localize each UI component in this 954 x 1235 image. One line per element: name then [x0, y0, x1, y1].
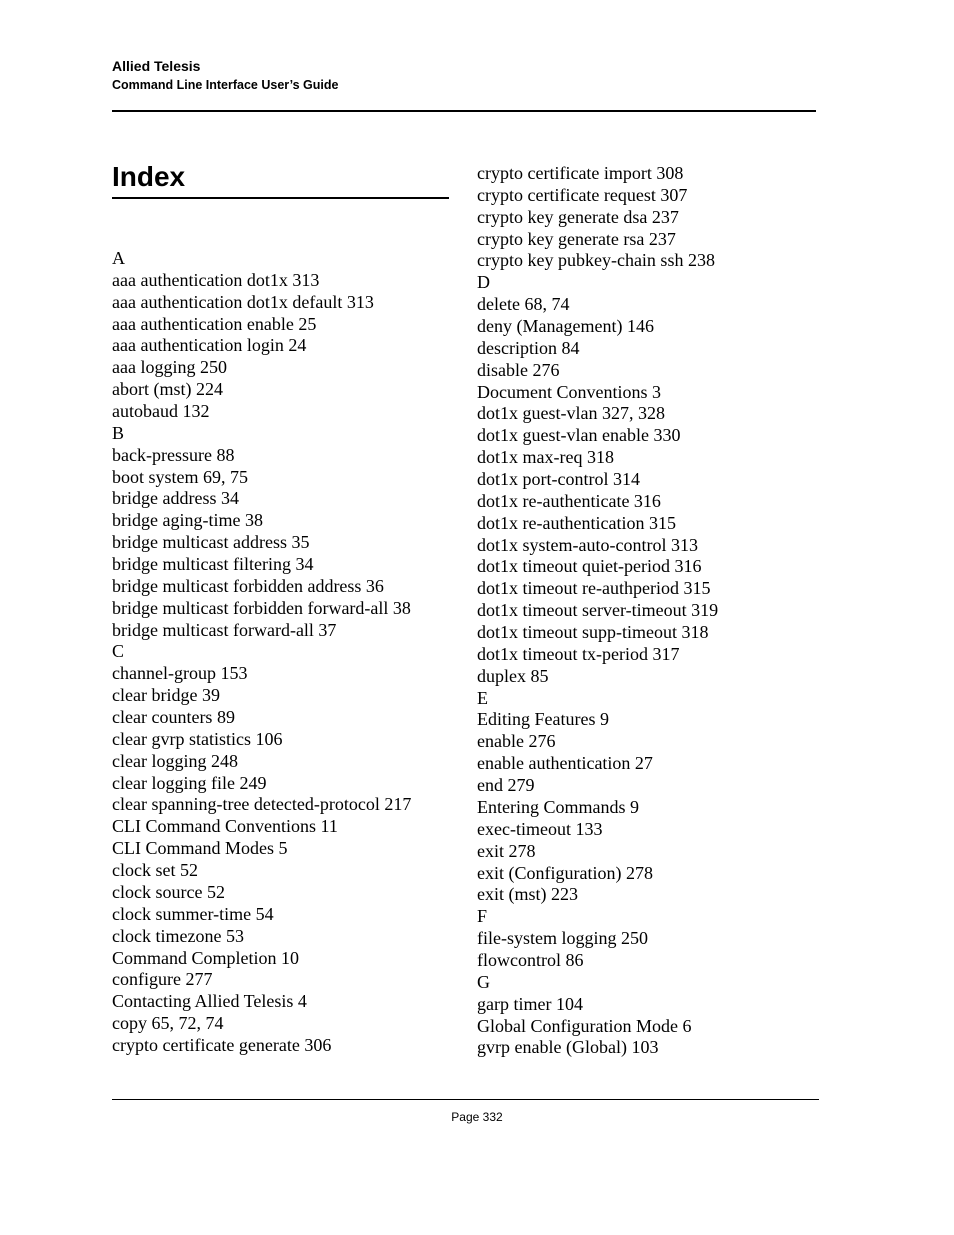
index-entry: channel-group 153: [112, 663, 248, 684]
index-entry: aaa authentication dot1x 313: [112, 269, 320, 290]
index-entry: deny (Management) 146: [477, 316, 654, 337]
index-entry: exit (mst) 223: [477, 884, 578, 905]
index-entry: clear spanning-tree detected-protocol 217: [112, 794, 412, 815]
index-entry: dot1x port-control 314: [477, 469, 640, 490]
title-divider: [112, 197, 449, 199]
index-section-letter: F: [477, 906, 488, 927]
index-entry: description 84: [477, 337, 580, 358]
index-entry: dot1x timeout quiet-period 316: [477, 556, 702, 577]
footer-divider: [112, 1099, 819, 1100]
index-entry: clear logging file 249: [112, 772, 267, 793]
index-entry: aaa authentication dot1x default 313: [112, 291, 374, 312]
index-entry: clock source 52: [112, 881, 225, 902]
index-entry: bridge address 34: [112, 488, 239, 509]
index-entry: dot1x timeout server-timeout 319: [477, 600, 719, 621]
index-entry: crypto certificate import 308: [477, 163, 684, 183]
index-section-letter: A: [112, 248, 125, 268]
index-entry: dot1x re-authenticate 316: [477, 490, 661, 511]
guide-title: Command Line Interface User’s Guide: [112, 78, 339, 92]
index-column-left: [112, 248, 411, 1057]
index-entry: dot1x guest-vlan 327, 328: [477, 403, 665, 424]
index-entry: dot1x guest-vlan enable 330: [477, 425, 681, 446]
index-entry: CLI Command Conventions 11: [112, 816, 338, 837]
page-number: Page 332: [451, 1110, 503, 1124]
index-entry: clear logging 248: [112, 750, 238, 771]
index-entry: exit 278: [477, 840, 536, 861]
index-entry: Global Configuration Mode 6: [477, 1015, 692, 1036]
page-title: Index: [112, 161, 186, 192]
index-entry: boot system 69, 75: [112, 466, 249, 487]
index-entry: dot1x timeout supp-timeout 318: [477, 622, 709, 643]
index-entry: clear gvrp statistics 106: [112, 728, 283, 749]
index-section-letter: B: [112, 422, 125, 443]
index-entry: enable 276: [477, 731, 556, 752]
index-section-letter: C: [112, 641, 125, 662]
index-entry: Contacting Allied Telesis 4: [112, 991, 307, 1012]
index-column-right: [477, 163, 718, 1059]
index-entry: exec-timeout 133: [477, 818, 603, 839]
index-entry: clock summer-time 54: [112, 903, 274, 924]
index-entry: copy 65, 72, 74: [112, 1013, 224, 1034]
index-entry: duplex 85: [477, 665, 549, 686]
index-entry: clock set 52: [112, 860, 198, 881]
index-entry: bridge multicast forbidden forward-all 38: [112, 597, 411, 618]
index-entry: Command Completion 10: [112, 947, 299, 968]
index-entry: aaa authentication login 24: [112, 335, 307, 356]
index-entry: garp timer 104: [477, 993, 583, 1014]
index-entry: dot1x timeout tx-period 317: [477, 643, 680, 664]
index-entry: dot1x system-auto-control 313: [477, 534, 698, 555]
index-entry: dot1x timeout re-authperiod 315: [477, 578, 711, 599]
company-name: Allied Telesis: [112, 58, 201, 74]
index-entry: crypto key pubkey-chain ssh 238: [477, 250, 715, 271]
index-section-letter: D: [477, 272, 490, 293]
index-section-letter: G: [477, 971, 490, 992]
index-entry: dot1x max-req 318: [477, 447, 614, 468]
index-entry: crypto key generate rsa 237: [477, 228, 676, 249]
index-entry: enable authentication 27: [477, 753, 653, 774]
index-entry: end 279: [477, 775, 535, 796]
index-entry: aaa authentication enable 25: [112, 313, 317, 334]
index-entry: clear counters 89: [112, 707, 235, 728]
index-entry: back-pressure 88: [112, 444, 235, 465]
index-entry: exit (Configuration) 278: [477, 862, 653, 883]
index-entry: bridge multicast address 35: [112, 532, 310, 553]
index-entry: configure 277: [112, 969, 213, 990]
index-entry: aaa logging 250: [112, 357, 227, 378]
index-entry: autobaud 132: [112, 401, 210, 422]
index-entry: CLI Command Modes 5: [112, 838, 288, 859]
index-entry: clear bridge 39: [112, 685, 220, 706]
header-divider: [112, 110, 816, 112]
index-entry: abort (mst) 224: [112, 379, 223, 400]
index-entry: crypto key generate dsa 237: [477, 206, 679, 227]
index-entry: crypto certificate request 307: [477, 184, 688, 205]
index-entry: disable 276: [477, 359, 560, 380]
index-entry: bridge aging-time 38: [112, 510, 263, 531]
index-entry: Editing Features 9: [477, 709, 609, 730]
index-entry: dot1x re-authentication 315: [477, 512, 676, 533]
index-entry: flowcontrol 86: [477, 949, 584, 970]
index-entry: Document Conventions 3: [477, 381, 661, 402]
index-entry: bridge multicast forward-all 37: [112, 619, 337, 640]
index-entry: bridge multicast forbidden address 36: [112, 575, 384, 596]
index-entry: bridge multicast filtering 34: [112, 554, 314, 575]
index-entry: gvrp enable (Global) 103: [477, 1037, 659, 1058]
index-entry: delete 68, 74: [477, 294, 570, 315]
index-entry: Entering Commands 9: [477, 796, 639, 817]
index-entry: file-system logging 250: [477, 928, 648, 949]
index-section-letter: E: [477, 687, 488, 708]
index-entry: clock timezone 53: [112, 925, 244, 946]
index-entry: crypto certificate generate 306: [112, 1034, 332, 1055]
